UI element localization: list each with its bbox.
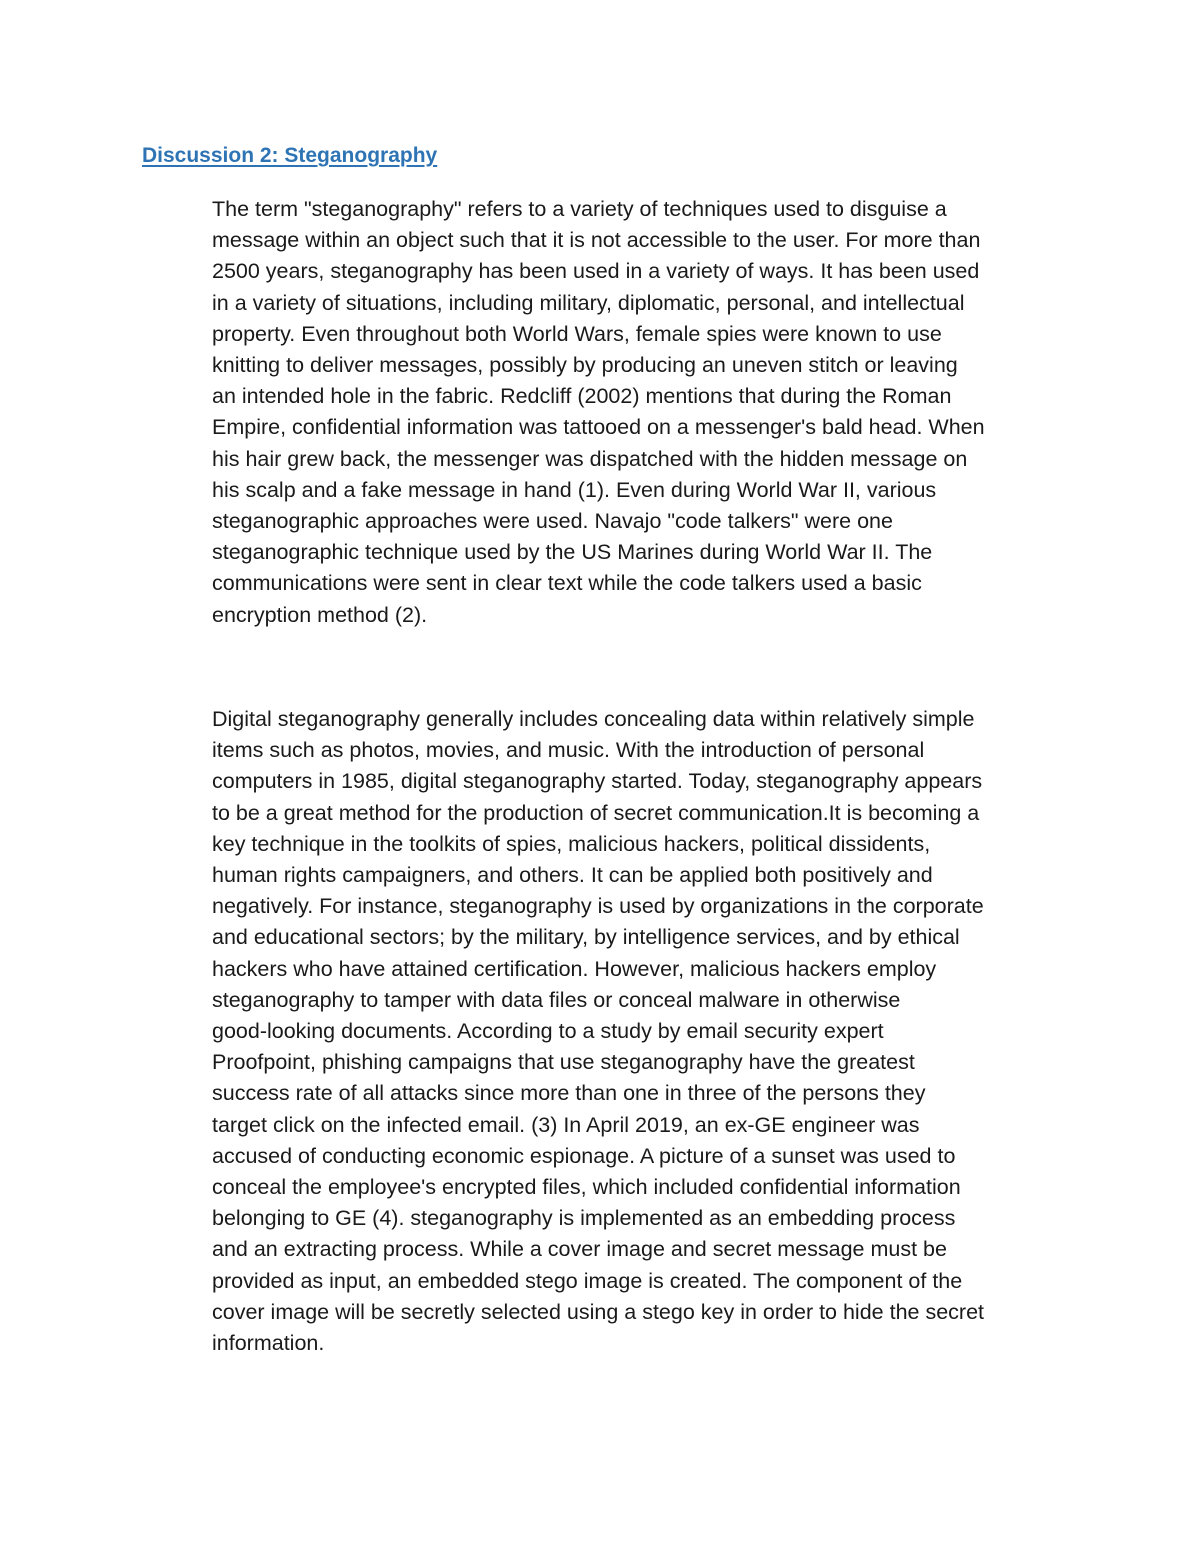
paragraph-line: accused of conducting economic espionage. A picture of a sunset was used to — [212, 1143, 956, 1168]
paragraph-line: knitting to deliver messages, possibly by producing an uneven stitch or leaving — [212, 353, 958, 378]
paragraph-line: communications were sent in clear text while the code talkers used a basic — [212, 571, 922, 596]
document-title: Discussion 2: Steganography — [142, 144, 438, 167]
paragraph-line: an intended hole in the fabric. Redcliff (2002) mentions that during the Roman — [212, 384, 952, 409]
paragraph-line: Empire, confidential information was tattooed on a messenger's bald head. When — [212, 415, 985, 440]
paragraph-line: his scalp and a fake message in hand (1). Even during World War II, various — [212, 477, 937, 502]
paragraph-digital-steganography — [212, 704, 1072, 1359]
paragraph-line: items such as photos, movies, and music. With the introduction of personal — [212, 738, 925, 763]
paragraph-line: negatively. For instance, steganography is used by organizations in the corporate — [212, 894, 984, 919]
paragraph-line: information. — [212, 1331, 325, 1356]
paragraph-line: target click on the infected email. (3) In April 2019, an ex-GE engineer was — [212, 1112, 920, 1137]
paragraph-line: his hair grew back, the messenger was dispatched with the hidden message on — [212, 446, 968, 471]
paragraph-line: and an extracting process. While a cover image and secret message must be — [212, 1237, 947, 1262]
paragraph-line: steganographic technique used by the US Marines during World War II. The — [212, 540, 933, 565]
paragraph-line: to be a great method for the production of secret communication.It is becoming a — [212, 800, 980, 825]
paragraph-history — [212, 194, 1072, 631]
paragraph-line: 2500 years, steganography has been used in a variety of ways. It has been used — [212, 259, 980, 284]
paragraph-line: computers in 1985, digital steganography started. Today, steganography appears — [212, 769, 983, 794]
paragraph-line: provided as input, an embedded stego image is created. The component of the — [212, 1268, 963, 1293]
paragraph-line: key technique in the toolkits of spies, malicious hackers, political dissidents, — [212, 831, 931, 856]
paragraph-line: steganographic approaches were used. Navajo "code talkers" were one — [212, 509, 893, 534]
paragraph-line: belonging to GE (4). steganography is implemented as an embedding process — [212, 1206, 956, 1231]
paragraph-line: conceal the employee's encrypted files, which included confidential information — [212, 1175, 961, 1200]
paragraph-line: in a variety of situations, including military, diplomatic, personal, and intellectual — [212, 290, 965, 315]
paragraph-line: steganography to tamper with data files or conceal malware in otherwise — [212, 987, 901, 1012]
paragraph-line: Proofpoint, phishing campaigns that use steganography have the greatest — [212, 1050, 915, 1075]
paragraph-line: encryption method (2). — [212, 602, 428, 627]
paragraph-line: success rate of all attacks since more than one in three of the persons they — [212, 1081, 926, 1106]
paragraph-line: cover image will be secretly selected using a stego key in order to hide the secret — [212, 1299, 985, 1324]
paragraph-line: The term "steganography" refers to a variety of techniques used to disguise a — [212, 197, 947, 221]
paragraph-line: and educational sectors; by the military, by intelligence services, and by ethical — [212, 925, 960, 950]
paragraph-line: human rights campaigners, and others. It can be applied both positively and — [212, 863, 933, 888]
paragraph-line: property. Even throughout both World Wars, female spies were known to use — [212, 321, 942, 346]
paragraph-line: Digital steganography generally includes concealing data within relatively simple — [212, 707, 975, 731]
paragraph-line: message within an object such that it is not accessible to the user. For more than — [212, 228, 981, 253]
paragraph-line: hackers who have attained certification. However, malicious hackers employ — [212, 956, 937, 981]
paragraph-line: good-looking documents. According to a study by email security expert — [212, 1019, 884, 1044]
